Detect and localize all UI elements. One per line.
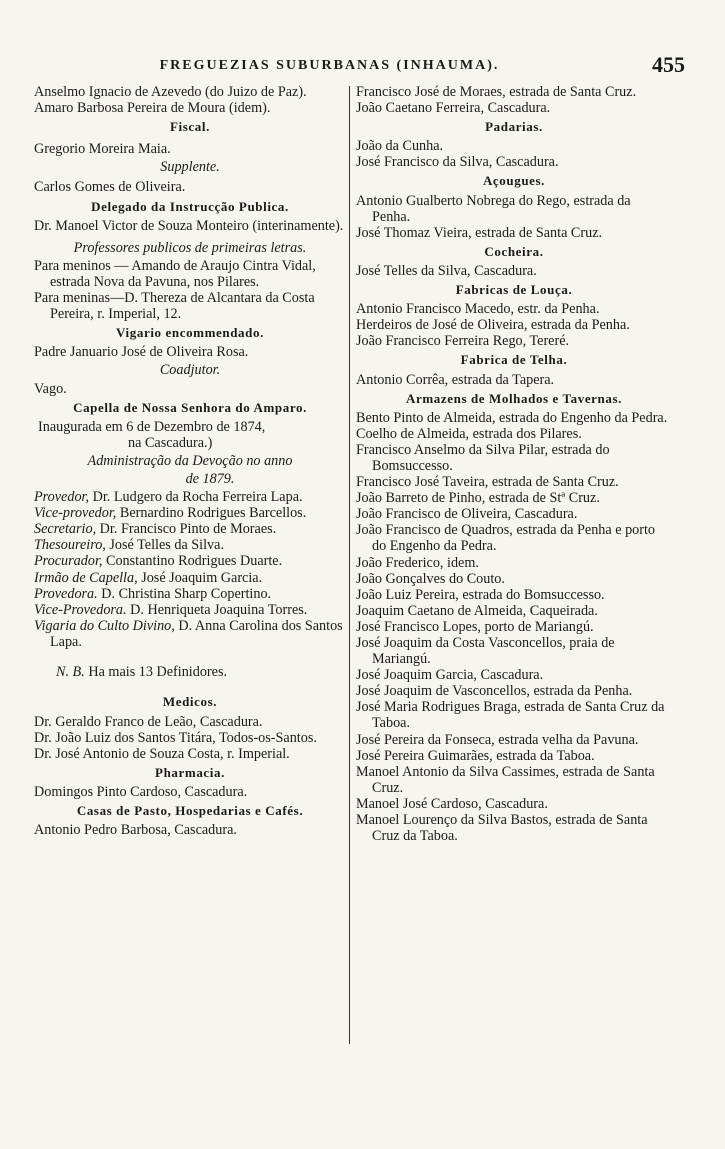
list-item: Bento Pinto de Almeida, estrada do Engenho da Pedra. xyxy=(356,409,668,426)
subheading-supplente: Supplente. xyxy=(160,159,220,176)
officer-role: Procurador, xyxy=(34,553,103,570)
list-item: João Caetano Ferreira, Cascadura. xyxy=(356,100,551,117)
officer-row xyxy=(34,586,346,602)
list-item: José Joaquim da Costa Vasconcellos, praia de Mariangú. xyxy=(356,635,615,668)
list-item: Manoel José Cardoso, Cascadura. xyxy=(356,795,548,812)
officer-name: Constantino Rodrigues Duarte. xyxy=(102,553,283,570)
list-item: Para meninas—D. Thereza de Alcantara da Costa Pereira, r. Imperial, 12. xyxy=(34,290,315,323)
officer-name: Bernardino Rodrigues Barcellos. xyxy=(116,505,307,522)
officer-name: D. Henriqueta Joaquina Torres. xyxy=(126,601,308,618)
right-column xyxy=(356,84,672,844)
section-heading-cocheira: Cocheira. xyxy=(484,243,544,259)
section-heading-fabrica-telha: Fabrica de Telha. xyxy=(460,352,568,368)
officer-name: D. Anna Carolina dos Santos Lapa. xyxy=(50,617,343,650)
note-label: N. B. xyxy=(56,664,85,681)
list-item: Manoel Antonio da Silva Cassimes, estrada de Santa Cruz. xyxy=(356,763,655,796)
page-header xyxy=(34,52,685,80)
list-item: João Barreto de Pinho, estrada de Stª Cruz. xyxy=(356,490,600,507)
list-item: Dr. Manoel Victor de Souza Monteiro (interinamente). xyxy=(34,217,344,234)
officer-role: Provedora. xyxy=(34,585,98,602)
section-heading-fiscal: Fiscal. xyxy=(170,119,210,135)
subheading-administracao-2: de 1879. xyxy=(185,470,235,487)
section-heading-capella: Capella de Nossa Senhora do Amparo. xyxy=(73,399,307,415)
list-item: João da Cunha. xyxy=(356,138,444,155)
list-item: Herdeiros de José de Oliveira, estrada da Penha. xyxy=(356,317,630,334)
section-heading-delegado: Delegado da Instrucção Publica. xyxy=(91,198,289,214)
officer-name: José Telles da Silva. xyxy=(105,537,224,554)
page-number: 455 xyxy=(652,52,685,77)
list-item: Coelho de Almeida, estrada dos Pilares. xyxy=(356,425,582,442)
note-text: Ha mais 13 Definidores. xyxy=(84,664,228,681)
list-item: Antonio Pedro Barbosa, Cascadura. xyxy=(34,822,237,839)
list-item: Dr. Geraldo Franco de Leão, Cascadura. xyxy=(34,713,263,730)
list-item: Antonio Gualberto Nobrega do Rego, estrada da Penha. xyxy=(356,192,631,225)
list-item: Antonio Francisco Macedo, estr. da Penha. xyxy=(356,301,600,318)
list-item: João Luiz Pereira, estrada do Bomsuccesso. xyxy=(356,586,605,603)
list-item: Gregorio Moreira Maia. xyxy=(34,141,171,158)
section-heading-armazens: Armazens de Molhados e Tavernas. xyxy=(405,390,622,406)
column-divider xyxy=(349,86,350,1044)
list-item: Antonio Corrêa, estrada da Tapera. xyxy=(356,371,555,388)
list-item: José Pereira da Fonseca, estrada velha da Pavuna. xyxy=(356,731,639,748)
list-item: Dr. José Antonio de Souza Costa, r. Imperial. xyxy=(34,745,290,762)
officer-row xyxy=(34,570,346,586)
page-title: FREGUEZIAS SUBURBANAS (INHAUMA). xyxy=(159,58,500,73)
list-item: Vago. xyxy=(34,380,67,397)
section-heading-medicos: Medicos. xyxy=(162,694,218,710)
list-item: José Pereira Guimarães, estrada da Taboa. xyxy=(356,747,595,764)
officer-role: Provedor, xyxy=(34,489,90,506)
list-item: Manoel Lourenço da Silva Bastos, estrada de Santa Cruz da Taboa. xyxy=(356,812,648,845)
list-item: José Maria Rodrigues Braga, estrada de Santa Cruz da Taboa. xyxy=(356,699,665,732)
officer-row xyxy=(34,602,346,618)
list-item: João Francisco Ferreira Rego, Tereré. xyxy=(356,333,570,350)
list-item: João Francisco de Quadros, estrada da Penha e porto do Engenho da Pedra. xyxy=(356,522,656,555)
officer-row xyxy=(34,521,346,537)
officer-role: Secretario, xyxy=(34,521,97,538)
capella-inaugurada-2: na Cascadura.) xyxy=(128,434,213,451)
officer-role: Vice-Provedora. xyxy=(34,601,127,618)
list-item: Anselmo Ignacio de Azevedo (do Juizo de Paz). xyxy=(34,84,307,100)
list-item: Joaquim Caetano de Almeida, Caqueirada. xyxy=(356,602,598,619)
list-item: João Gonçalves do Couto. xyxy=(356,570,505,587)
list-item: Francisco Anselmo da Silva Pilar, estrada do Bomsuccesso. xyxy=(356,441,610,474)
officer-row xyxy=(34,537,346,553)
officer-row xyxy=(34,489,346,505)
list-item: Francisco José Taveira, estrada de Santa Cruz. xyxy=(356,474,619,491)
officer-name: Dr. Ludgero da Rocha Ferreira Lapa. xyxy=(89,489,303,506)
list-item: João Frederico, idem. xyxy=(356,554,479,571)
list-item: José Joaquim Garcia, Cascadura. xyxy=(356,667,544,684)
section-heading-vigario: Vigario encommendado. xyxy=(116,325,264,341)
section-heading-acougues: Açougues. xyxy=(482,173,546,189)
list-item: José Joaquim de Vasconcellos, estrada da Penha. xyxy=(356,683,633,700)
officer-role: Vigaria do Culto Divino, xyxy=(34,617,175,634)
section-heading-casas: Casas de Pasto, Hospedarias e Cafés. xyxy=(76,803,304,819)
list-item: Carlos Gomes de Oliveira. xyxy=(34,179,186,196)
officer-row xyxy=(34,618,346,650)
list-item: José Telles da Silva, Cascadura. xyxy=(356,262,537,279)
officer-role: Irmão de Capella, xyxy=(34,569,138,586)
subheading-professores: Professores publicos de primeiras letras. xyxy=(73,239,307,256)
list-item: Domingos Pinto Cardoso, Cascadura. xyxy=(34,783,248,800)
capella-inaugurada: Inaugurada em 6 de Dezembro de 1874, xyxy=(38,418,266,435)
section-heading-pharmacia: Pharmacia. xyxy=(155,764,225,780)
list-item: João Francisco de Oliveira, Cascadura. xyxy=(356,506,578,523)
list-item: Francisco José de Moraes, estrada de Santa Cruz. xyxy=(356,84,637,100)
officer-role: Vice-provedor, xyxy=(34,505,117,522)
officer-name: D. Christina Sharp Copertino. xyxy=(97,585,272,602)
list-item: José Francisco da Silva, Cascadura. xyxy=(356,154,559,171)
capella-note xyxy=(34,664,346,680)
section-heading-padarias: Padarias. xyxy=(485,119,543,135)
officer-role: Thesoureiro, xyxy=(34,537,106,554)
section-heading-fabricas-louca: Fabricas de Louça. xyxy=(455,282,573,298)
officer-name: Dr. Francisco Pinto de Moraes. xyxy=(96,521,277,538)
list-item: Padre Januario José de Oliveira Rosa. xyxy=(34,344,249,361)
list-item: Para meninos — Amando de Araujo Cintra Vidal, estrada Nova da Pavuna, nos Pilares. xyxy=(34,257,316,290)
list-item: José Thomaz Vieira, estrada de Santa Cruz. xyxy=(356,224,603,241)
subheading-administracao: Administração da Devoção no anno xyxy=(87,452,293,469)
list-item: José Francisco Lopes, porto de Mariangú. xyxy=(356,618,594,635)
list-item: Dr. João Luiz dos Santos Titára, Todos-os-Santos. xyxy=(34,729,317,746)
list-item: Amaro Barbosa Pereira de Moura (idem). xyxy=(34,100,271,117)
officer-row xyxy=(34,505,346,521)
subheading-coadjutor: Coadjutor. xyxy=(159,362,221,379)
officer-name: José Joaquim Garcia. xyxy=(137,569,263,586)
left-column xyxy=(34,84,346,838)
officer-row xyxy=(34,553,346,569)
